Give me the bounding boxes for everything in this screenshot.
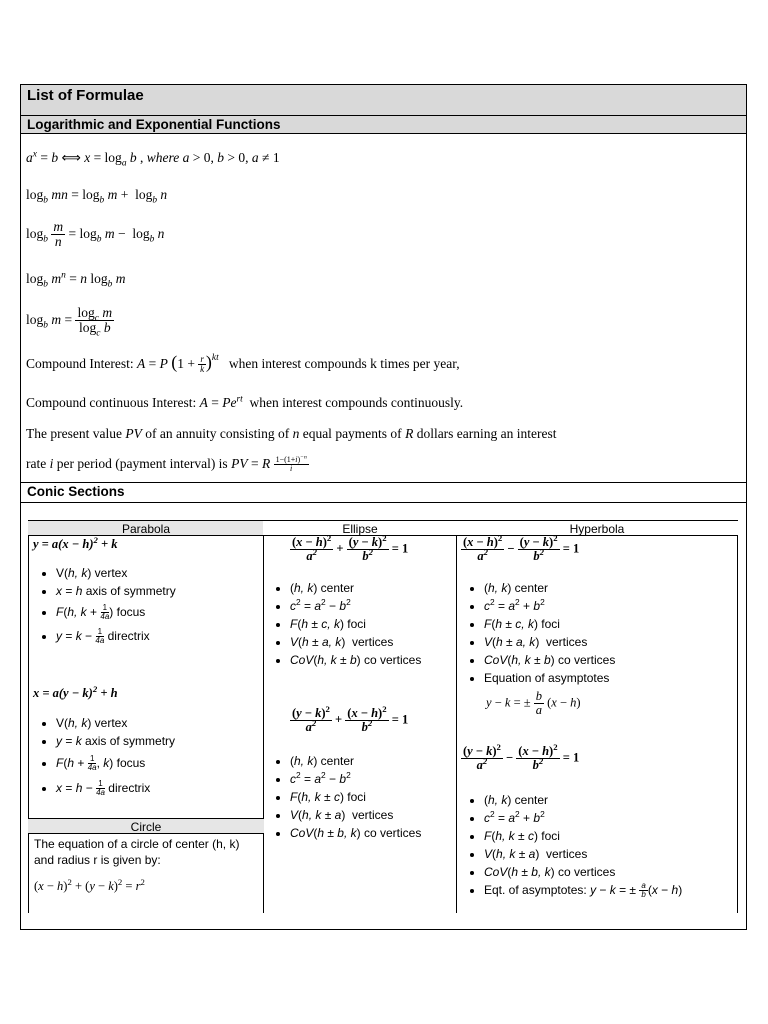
list-item: • $c^2 = a^2 - b^2$ xyxy=(290,770,421,788)
parabola1-list xyxy=(32,564,176,648)
list-item: • V(h, k ± a) vertices xyxy=(484,845,682,863)
ellipse1-equation: $\frac{(x - h)^2}{a^2}$ + $\frac{(y - k)^2}{b^2}$ = 1 xyxy=(292,532,409,564)
section-header-log: Logarithmic and Exponential Functions xyxy=(21,116,746,134)
list-item: • CoV(h, k ± b) co vertices xyxy=(290,651,421,669)
list-item: • F(h, k ± c) foci xyxy=(290,788,421,806)
hyperbola-header: Hyperbola xyxy=(456,520,738,536)
list-item: • x = h − $\frac{1}{4a}$ directrix xyxy=(56,776,175,800)
list-item: • CoV(h ± b, k) co vertices xyxy=(484,863,682,881)
log-formula-3: $\log_b$ $\frac{m}{n}$ = $\log_b m - \log_b n$ xyxy=(26,219,165,250)
circle-header: Circle xyxy=(28,818,264,834)
log-formula-2: $\log_b$ mn = $\log_b m + \log_b n$ xyxy=(26,187,168,206)
conic-table xyxy=(28,520,738,913)
ellipse-header: Ellipse xyxy=(263,520,457,536)
list-item: • F(h ± c, k) foci xyxy=(290,615,421,633)
hyperbola1-list xyxy=(460,579,615,687)
list-item: • (h, k) center xyxy=(290,752,421,770)
col-divider-right xyxy=(737,520,738,913)
list-item: • CoV(h, k ± b) co vertices xyxy=(484,651,615,669)
log-formula-4: $\log_b m^n = n$ $\log_b m$ xyxy=(26,270,126,290)
list-item: • (h, k) center xyxy=(290,579,421,597)
col-divider-1 xyxy=(263,520,264,913)
continuous-interest: Compound continuous Interest: $A = Pe^{rt}$ when interest compounds continuously. xyxy=(26,394,464,410)
parabola-header: Parabola xyxy=(28,520,264,536)
col-divider-left xyxy=(28,520,29,913)
hyperbola2-equation: $\frac{(y - k)^2}{a^2}$ − $\frac{(x - h)^2}{b^2}$ = 1 xyxy=(463,741,580,773)
list-item: • F(h + $\frac{1}{4a}$ , k) focus xyxy=(56,750,175,776)
circle-text: The equation of a circle of center (h, k) and radius r is given by: xyxy=(34,837,240,867)
hyperbola1-asymptote: y − k = ± $\frac{b}{a}$ (x − h) xyxy=(486,689,581,718)
list-item: • F(h ± c, k) foci xyxy=(484,615,615,633)
list-item: • y = k axis of symmetry xyxy=(56,732,175,750)
list-item: • F(h, k ± c) foci xyxy=(484,827,682,845)
present-value-2: rate i per period (payment interval) is PV = R $\frac{1-(1+i)^{-n}}{i}$ xyxy=(26,454,307,474)
col-divider-2 xyxy=(456,520,457,913)
log-formula-5: $\log_b m$ = $\frac{\log_c m}{\log_c b}$ xyxy=(26,305,113,339)
list-item: • Eqt. of asymptotes: y − k = ± $\frac{a}{b}$ (x − h) xyxy=(484,881,682,899)
log-formula-1: $a^x = b$ ⟺ $x = \log_a b$ , where a > 0, b > 0, a ≠ 1 xyxy=(26,149,280,169)
present-value-1: The present value PV of an annuity consisting of n equal payments of R dollars earning an interest xyxy=(26,426,557,441)
list-item: • Equation of asymptotes xyxy=(484,669,615,687)
list-item: • V(h, k ± a) vertices xyxy=(290,806,421,824)
list-item: • V(h ± a, k) vertices xyxy=(484,633,615,651)
section-header-conic: Conic Sections xyxy=(21,482,746,503)
list-item: • x = h axis of symmetry xyxy=(56,582,176,600)
hyperbola2-list xyxy=(460,791,682,899)
hyperbola1-equation: $\frac{(x - h)^2}{a^2}$ − $\frac{(y - k)^2}{b^2}$ = 1 xyxy=(463,532,580,564)
compound-interest: Compound Interest: A = P (1 + $\frac{r}{k}$ )$^{kt}$ when interest compounds k times per year, xyxy=(26,352,460,375)
list-item: • F(h, k + $\frac{1}{4a}$ ) focus xyxy=(56,600,176,624)
list-item: • $c^2 = a^2 - b^2$ xyxy=(290,597,421,615)
list-item: • V(h, k) vertex xyxy=(56,714,175,732)
page-title: List of Formulae xyxy=(21,85,746,116)
ellipse2-list xyxy=(266,752,421,842)
parabola2-equation: $x = a(y - k)^2 + h$ xyxy=(33,683,118,700)
circle-equation: $(x - h)^2 + (y - k)^2 = r^2$ xyxy=(34,876,145,893)
list-item: • y = k − $\frac{1}{4a}$ directrix xyxy=(56,624,176,648)
ellipse1-list xyxy=(266,579,421,669)
parabola2-list xyxy=(32,714,175,800)
list-item: • $c^2 = a^2 + b^2$ xyxy=(484,597,615,615)
list-item: • (h, k) center xyxy=(484,579,615,597)
list-item: • V(h, k) vertex xyxy=(56,564,176,582)
list-item: • $c^2 = a^2 + b^2$ xyxy=(484,809,682,827)
list-item: • CoV(h ± b, k) co vertices xyxy=(290,824,421,842)
list-item: • (h, k) center xyxy=(484,791,682,809)
parabola1-equation: $y = a(x - h)^2 + k$ xyxy=(33,534,118,551)
ellipse2-equation: $\frac{(y - k)^2}{a^2}$ + $\frac{(x - h)^2}{b^2}$ = 1 xyxy=(292,703,409,735)
list-item: • V(h ± a, k) vertices xyxy=(290,633,421,651)
